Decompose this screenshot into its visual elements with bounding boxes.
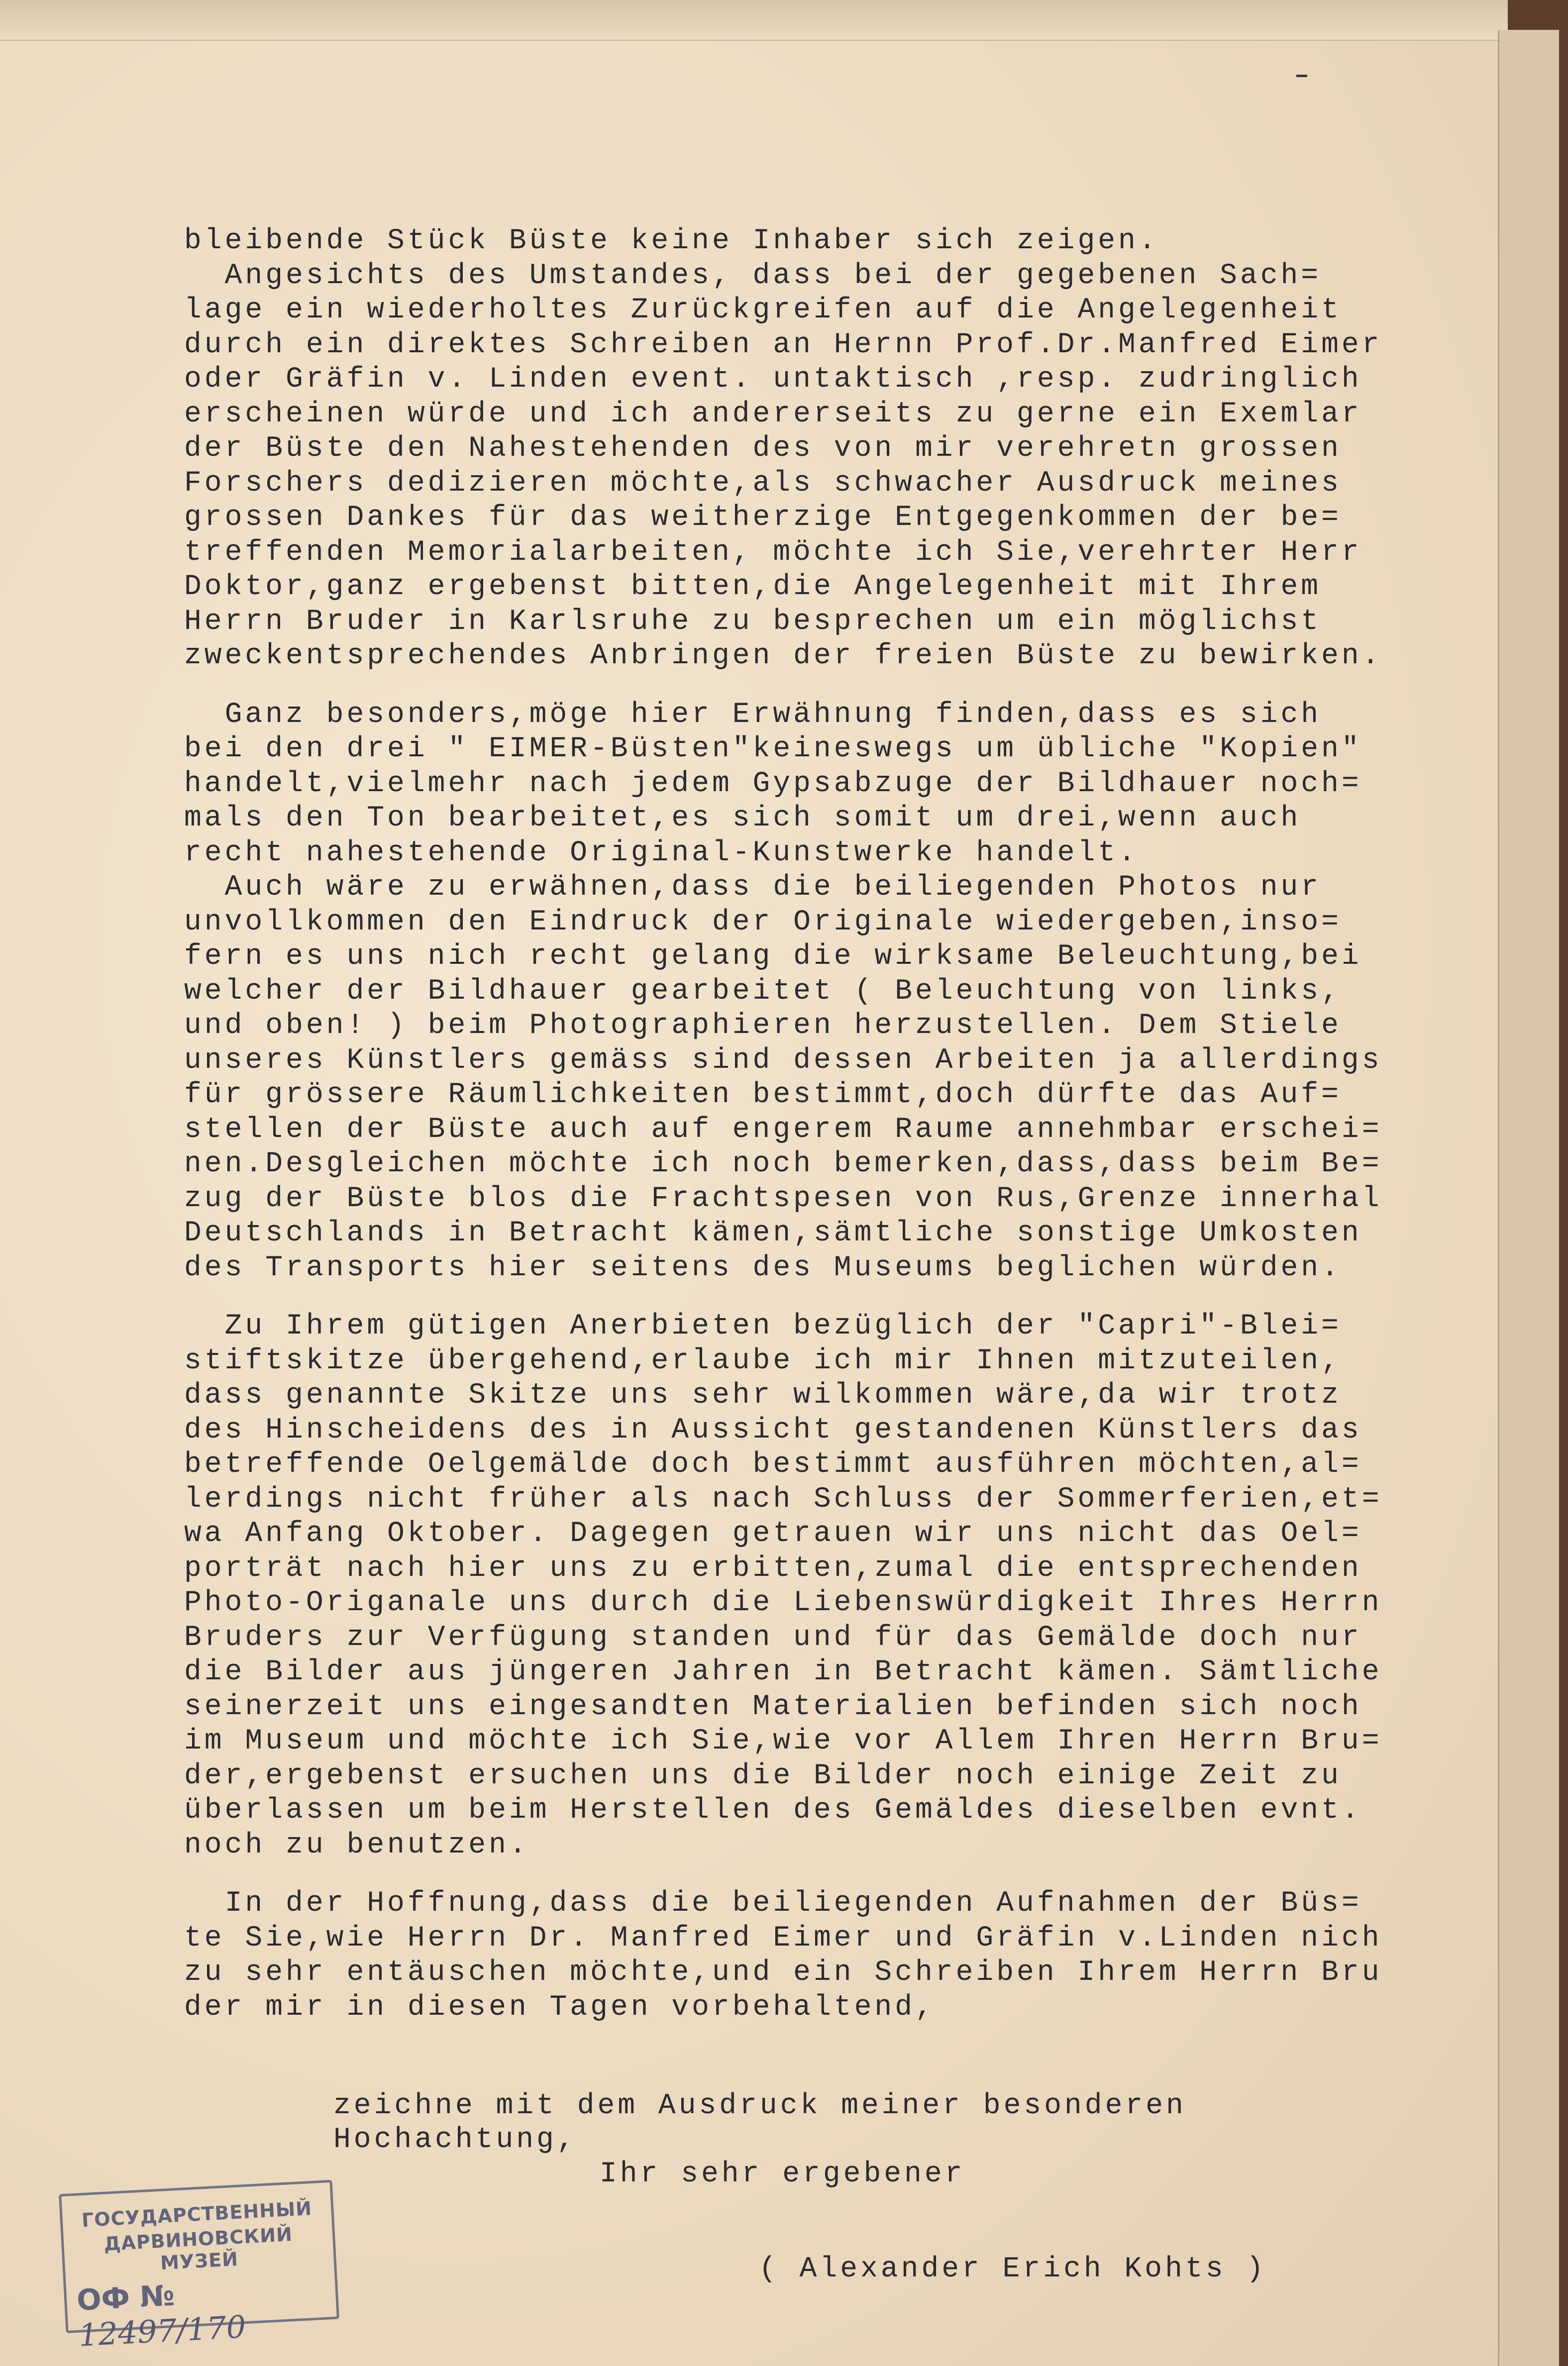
letter-line: die Bilder aus jüngeren Jahren in Betracht kämen. Sämtliche [184, 1656, 1382, 1688]
stamp-number-row [76, 2270, 338, 2354]
letter-line: grossen Dankes für das weitherzige Entgegenkommen der be= [184, 502, 1342, 534]
letter-line: zweckentsprechendes Anbringen der freien Büste zu bewirken. [184, 640, 1382, 672]
letter-line: Zu Ihrem gütigen Anerbieten bezüglich der "Capri"-Blei= [184, 1310, 1342, 1342]
letter-line: bleibende Stück Büste keine Inhaber sich zeigen. [184, 225, 1159, 257]
letter-line: für grössere Räumlichkeiten bestimmt,doch dürfte das Auf= [184, 1079, 1342, 1111]
letter-line: betreffende Oelgemälde doch bestimmt ausführen möchten,al= [184, 1448, 1362, 1481]
stamp-line-1: ГОСУДАРСТВЕННЫЙ [81, 2197, 313, 2232]
letter-line: unvollkommen den Eindruck der Originale wiedergeben,inso= [184, 906, 1342, 938]
letter-line: der mir in diesen Tagen vorbehaltend, [184, 1991, 936, 2024]
letter-line: noch zu benutzen. [184, 1829, 529, 1861]
underlying-sheet-edge [1498, 30, 1559, 2366]
paragraph-gap [184, 1285, 1488, 1309]
letter-line: Photo-Origanale uns durch die Liebenswürdigkeit Ihres Herrn [184, 1587, 1382, 1619]
letter-line: erscheinen würde und ich andererseits zu gerne ein Exemlar [184, 398, 1362, 430]
closing-line-1: zeichne mit dem Ausdruck meiner besonderen [333, 2090, 1186, 2122]
paragraph-gap [184, 674, 1488, 698]
letter-line: durch ein direktes Schreiben an Hernn Prof.Dr.Manfred Eimer [184, 328, 1382, 361]
letter-line: nen.Desgleichen möchte ich noch bemerken,dass,dass beim Be= [184, 1148, 1382, 1180]
letter-line: im Museum und möchte ich Sie,wie vor Allem Ihren Herrn Bru= [184, 1725, 1382, 1757]
letter-line: Deutschlands in Betracht kämen,sämtliche sonstige Umkosten [184, 1217, 1362, 1249]
letter-line: und oben! ) beim Photographieren herzustellen. Dem Stiele [184, 1010, 1342, 1042]
letter-line: porträt nach hier uns zu erbitten,zumal die entsprechenden [184, 1552, 1362, 1585]
letter-line: recht nahestehende Original-Kunstwerke handelt. [184, 836, 1139, 869]
letter-line: lage ein wiederholtes Zurückgreifen auf die Angelegenheit [184, 294, 1342, 326]
letter-line: Doktor,ganz ergebenst bitten,die Angelegenheit mit Ihrem [184, 571, 1322, 603]
letter-line: überlassen um beim Herstellen des Gemäldes dieselben evnt. [184, 1794, 1362, 1827]
letter-line: te Sie,wie Herrn Dr. Manfred Eimer und Gräfin v.Linden nich [184, 1922, 1382, 1955]
letter-line: des Hinscheidens des in Aussicht gestandenen Künstlers das [184, 1414, 1362, 1446]
letter-line: fern es uns nich recht gelang die wirksame Beleuchtung,bei [184, 940, 1362, 973]
letter-line: Ganz besonders,möge hier Erwähnung finden,dass es sich [184, 698, 1322, 731]
letter-line: handelt,vielmehr nach jedem Gypsabzuge der Bildhauer noch= [184, 767, 1362, 800]
signature: ( Alexander Erich Kohts ) [759, 2253, 1267, 2285]
stamp-handwritten-number: 12497/170 [78, 2308, 247, 2354]
letter-line: dass genannte Skitze uns sehr wilkommen wäre,da wir trotz [184, 1379, 1342, 1412]
page-top-edge [0, 0, 1508, 41]
letter-line: Bruders zur Verfügung standen und für das Gemälde doch nur [184, 1621, 1362, 1654]
paragraph-gap [184, 1862, 1488, 1886]
letter-line: oder Gräfin v. Linden event. untaktisch ,resp. zudringlich [184, 363, 1362, 396]
letter-line: zu sehr entäuschen möchte,und ein Schreiben Ihrem Herrn Bru [184, 1956, 1382, 1989]
letter-line: mals den Ton bearbeitet,es sich somit um drei,wenn auch [184, 802, 1301, 834]
letter-line: bei den drei " EIMER-Büsten"keineswegs um übliche "Kopien" [184, 733, 1362, 765]
letter-line: der Büste den Nahestehenden des von mir verehretn grossen [184, 432, 1342, 465]
letter-line: der,ergebenst ersuchen uns die Bilder noch einige Zeit zu [184, 1759, 1342, 1792]
letter-line: wa Anfang Oktober. Dagegen getrauen wir uns nicht das Oel= [184, 1518, 1362, 1550]
letter-line: zug der Büste blos die Frachtspesen von Rus,Grenze innerhal [184, 1182, 1382, 1215]
closing-line-2: Hochachtung, [333, 2124, 577, 2156]
letter-line: In der Hoffnung,dass die beiliegenden Aufnahmen der Büs= [184, 1887, 1362, 1920]
letter-line: Forschers dedizieren möchte,als schwacher Ausdruck meines [184, 467, 1342, 500]
letter-line: des Transports hier seitens des Museums beglichen würden. [184, 1251, 1342, 1284]
letter-line: seinerzeit uns eingesandten Materialien befinden sich noch [184, 1690, 1362, 1723]
letter-line: welcher der Bildhauer gearbeitet ( Beleuchtung von links, [184, 975, 1342, 1008]
letter-line: lerdings nicht früher als nach Schluss der Sommerferien,et= [184, 1483, 1382, 1516]
stamp-line-2: ДАРВИНОВСКИЙ МУЗЕЙ [103, 2223, 293, 2274]
dash-mark [1296, 75, 1307, 77]
closing-line-3: Ihr sehr ergebener [600, 2158, 965, 2190]
letter-line: unseres Künstlers gemäss sind dessen Arbeiten ja allerdings [184, 1044, 1382, 1077]
museum-stamp [59, 2180, 339, 2354]
letter-line: stiftskitze übergehend,erlaube ich mir Ihnen mitzuteilen, [184, 1344, 1342, 1377]
letter-line: Angesichts des Umstandes, dass bei der gegebenen Sach= [184, 259, 1322, 292]
stamp-prefix: ОФ № [76, 2278, 176, 2317]
letter-line: Auch wäre zu erwähnen,dass die beiliegenden Photos nur [184, 871, 1322, 904]
letter-line: stellen der Büste auch auf engerem Raume annehmbar erschei= [184, 1113, 1382, 1146]
letter-line: Herrn Bruder in Karlsruhe zu besprechen um ein möglichst [184, 605, 1322, 638]
letter-body [184, 224, 1488, 2025]
letter-line: treffenden Memorialarbeiten, möchte ich Sie,verehrter Herr [184, 536, 1362, 569]
